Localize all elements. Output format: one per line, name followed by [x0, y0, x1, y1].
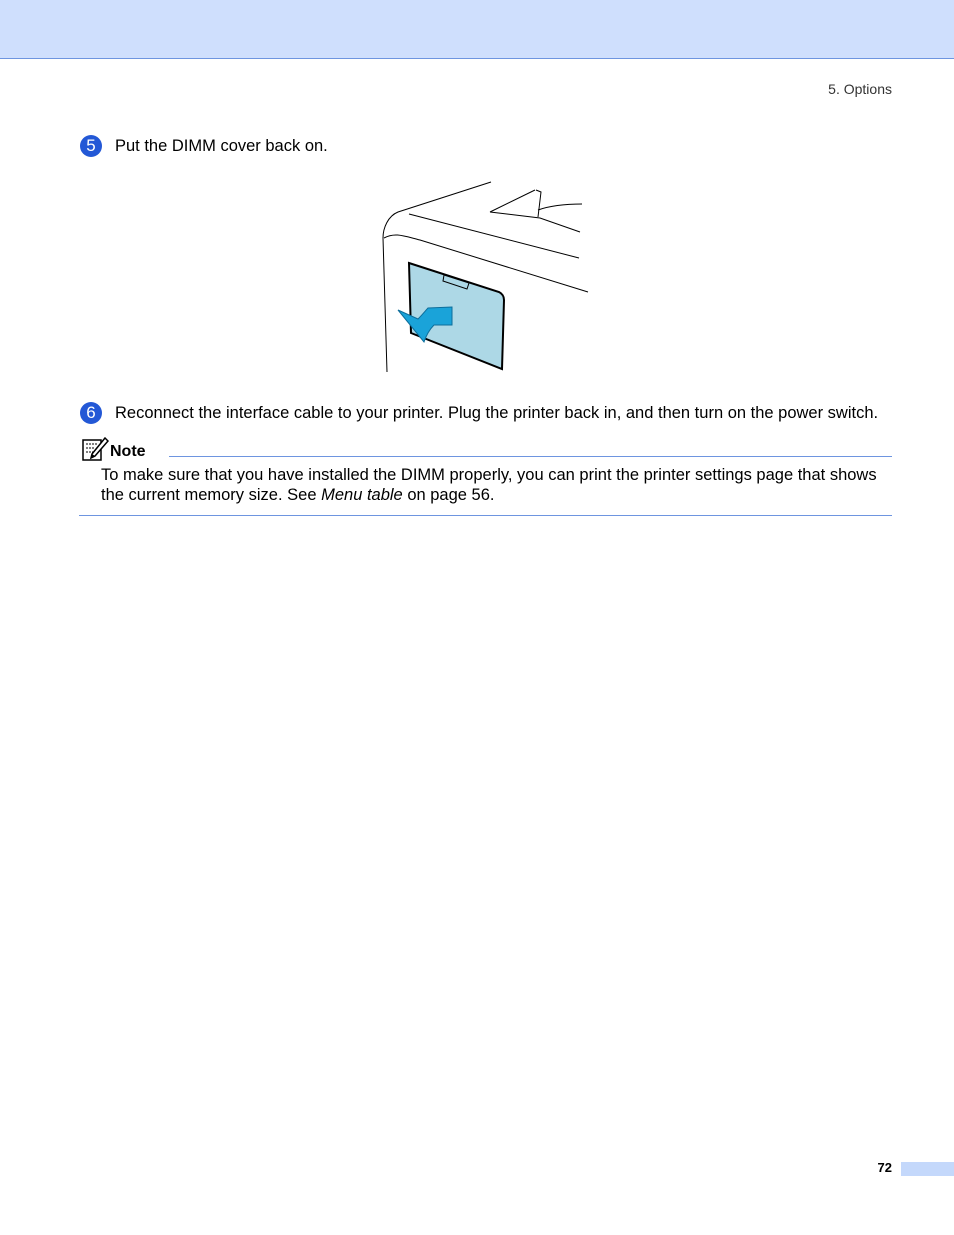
note-label: Note — [110, 443, 146, 460]
step-text: Put the DIMM cover back on. — [115, 137, 328, 155]
header-band — [0, 0, 954, 59]
note-text: To make sure that you have installed the DIMM properly, you can print the printer settings page that shows the current memory size. See Menu table on page 56. — [101, 466, 877, 504]
page-number: 72 — [877, 1160, 892, 1175]
step-number-badge: 5 — [80, 135, 102, 157]
note-divider — [169, 456, 892, 457]
step-text: Reconnect the interface cable to your printer. Plug the printer back in, and then turn on the power switch. — [115, 404, 879, 422]
printer-dimm-cover-icon — [375, 180, 595, 380]
note-pencil-icon — [81, 437, 109, 463]
menu-table-reference: Menu table — [321, 486, 403, 504]
step-number-badge: 6 — [80, 402, 102, 424]
section-label: 5. Options — [828, 81, 892, 97]
note-divider — [79, 515, 892, 516]
page-tab — [901, 1162, 954, 1176]
